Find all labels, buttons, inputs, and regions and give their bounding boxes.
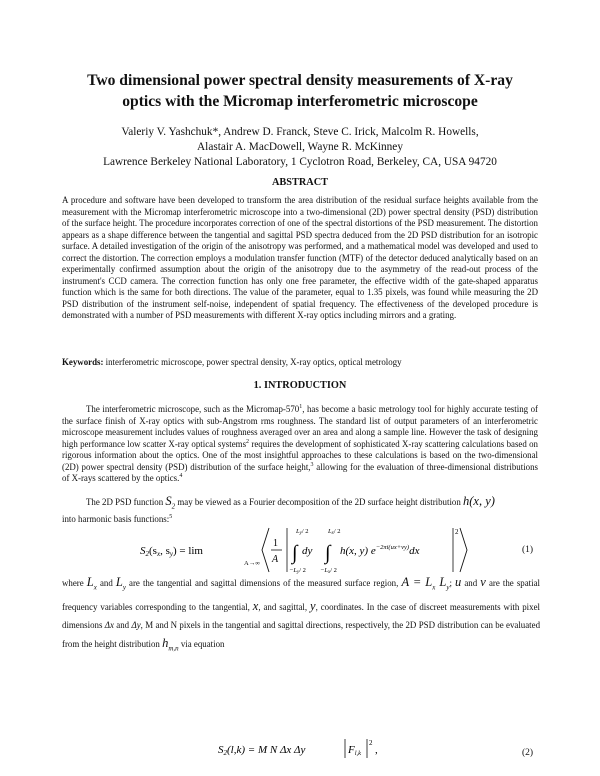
intro-paragraph-2 xyxy=(62,495,538,525)
symbol-s2 xyxy=(165,494,176,511)
ref-3: 3 xyxy=(310,461,314,468)
p2-text-a: The 2D PSD function xyxy=(86,497,166,507)
symbol-lx xyxy=(86,575,97,592)
paper-title xyxy=(60,70,540,112)
ref-2: 2 xyxy=(246,438,250,445)
eq1-upper2-end: / 2 xyxy=(333,528,341,535)
title-line-2: optics with the Micromap interferometric microscope xyxy=(122,93,478,110)
eq1-square: 2 xyxy=(455,528,459,536)
p3-text-i: and xyxy=(113,619,132,630)
p3-text-e: and xyxy=(461,578,481,588)
ref-1: 1 xyxy=(299,404,303,411)
symbol-dx: Δx xyxy=(104,619,114,630)
eq1-lower1: −L xyxy=(289,567,298,574)
symbol-v: ν xyxy=(480,575,486,589)
eq1-integral-2: ∫ xyxy=(325,542,331,564)
intro-paragraph-1 xyxy=(62,404,538,485)
eq1-upper1-end: / 2 xyxy=(301,528,309,535)
affiliation: Lawrence Berkeley National Laboratory, 1 Cyclotron Road, Berkeley, CA, USA 94720 xyxy=(103,156,497,168)
eq1-lower1-end: / 2 xyxy=(299,567,306,574)
eq1-args-x: x xyxy=(156,550,161,558)
eq1-args-mid: , s xyxy=(160,545,170,557)
keywords-text: interferometric microscope, power spectral density, X-ray optics, optical metrology xyxy=(103,357,402,367)
p1-text-d: allowing for the evaluation of three-dimensional distributions of X-rays scattered by the optics. xyxy=(62,461,538,484)
eq1-args-end: ) = lim xyxy=(172,545,203,557)
area-sub-y: y xyxy=(446,583,450,592)
authors-line-1: Valeriy V. Yashchuk*, Andrew D. Franck, Steve C. Irick, Malcolm R. Howells, xyxy=(121,126,479,138)
eq1-upper2: L xyxy=(328,528,332,535)
symbol-hxy: h(x, y) xyxy=(463,494,495,508)
p2-line-2 xyxy=(62,513,538,525)
p2-line-1 xyxy=(62,495,538,513)
p3-text-g: , and sagittal, xyxy=(258,601,310,612)
eq1-lower2-sub: x xyxy=(328,570,331,575)
eq1-lhs: S xyxy=(140,545,146,557)
eq1-upper1-sub: y xyxy=(299,531,302,536)
eq2-comma: , xyxy=(375,744,378,756)
hmn-letter: h xyxy=(162,636,169,651)
eq1-one: 1 xyxy=(273,538,278,549)
p3-text-j: , M and N pixels in the tangential and sagittal directions, respectively, the 2D PSD distribution can be evaluated from the height distribution xyxy=(62,619,541,650)
symbol-x: x xyxy=(252,598,259,613)
eq2-lhs: S xyxy=(218,744,224,756)
keywords xyxy=(62,357,538,367)
p3-text-f: are the spatial frequency variables corresponding to the tangential, xyxy=(62,578,540,612)
svg-text:Ly/ 2 xyxy=(295,528,309,536)
eq2-F-sub: l,k xyxy=(354,750,362,757)
equation-2 xyxy=(218,736,388,762)
abstract-heading: ABSTRACT xyxy=(271,177,329,188)
ly-sub: y xyxy=(122,583,126,592)
p1-text-b: , has become a basic metrology tool for highly accurate testing of the surface finish of X-ray optics with sub-Angstrom rms roughness. The standard list of output parameters of an interferometric microscope measurement includes values of roughness averaged over an area and along a sample line. However the task of designing high performance low scatter X-ray optical systems xyxy=(62,404,539,449)
symbol-area xyxy=(401,575,450,592)
eq1-integral-1: ∫ xyxy=(292,542,298,564)
eq2-lhs-sub: 2 xyxy=(223,749,227,757)
intro-paragraph-3 xyxy=(62,573,540,658)
eq1-upper2-sub: x xyxy=(331,531,334,536)
svg-text:S2(l,k) = M N Δx Δy xyxy=(218,744,305,757)
p3-text-d: ; xyxy=(449,578,456,588)
section-heading: 1. INTRODUCTION xyxy=(253,380,347,391)
symbol-ly xyxy=(115,575,126,592)
symbol-u: u xyxy=(455,575,462,589)
eq1-lhs-sub: 2 xyxy=(145,550,149,558)
eq2-F: F xyxy=(348,744,355,756)
eq1-lim-sub: A→∞ xyxy=(244,560,260,567)
svg-text:Fl,k xyxy=(347,744,361,757)
p2-text-b: may be viewed as a Fourier decomposition of the 2D surface height distribution xyxy=(175,497,464,507)
eq1-dx: dx xyxy=(409,545,420,557)
author-block xyxy=(60,125,540,170)
lx-sub: x xyxy=(93,583,97,592)
keywords-label: Keywords: xyxy=(62,357,104,367)
svg-text:S2(sx, sy) = lim xyxy=(140,545,203,558)
svg-text:h(x, y) e−2πi(ux+νy)dx xyxy=(340,544,420,557)
area-sub-x: x xyxy=(432,583,436,592)
abstract-text: A procedure and software have been developed to transform the area distribution of the residual surface heights available from the measurement with the Micromap interferometric microscope into a two-dimensional (2D) power spectral density (PSD) distribution of the surface height. The procedure incorporates correction of one of the spectral distortions of the PSD measurement. The distortion appears as a shape difference between the tangential and sagittal PSD spectra deduced from the 2D PSD distribution for an isotropic surface. A detailed investigation of the origin of the anisotropy was performed, and a mathematical model was developed and used to correct the distortion. The correction employs a modulation transfer function (MTF) of the detector deduced analytically based on an experimentally confirmed assumption about the origin of the anisotropy due to the asymmetry of the read-out process of the instrument's CCD camera. The correction function has only one free parameter, the effective width of the gate-shaped apparatus function which is the same for both directions. The value of the parameter, equal to 1.35 pixels, was found while measuring the 2D PSD distribution of the instrument self-noise, independent of spatial frequency. The effectiveness of the developed procedure is demonstrated with a number of PSD measurements with different X-ray optics including mirrors and a grating. xyxy=(62,195,538,321)
p3-text-h: , coordinates. In the case of discreet measurements with pixel dimensions xyxy=(62,601,540,630)
eq1-integrand: h(x, y) e xyxy=(340,545,376,557)
eq1-lower1-sub: y xyxy=(297,570,300,575)
ref-4: 4 xyxy=(179,473,183,480)
ly-letter: L xyxy=(115,575,123,589)
eq2-args: (l,k) = M N Δx Δy xyxy=(227,744,306,756)
area-ly: L xyxy=(439,575,447,589)
p3-text-a: where xyxy=(62,578,87,588)
eq2-square: 2 xyxy=(369,739,373,747)
eq1-args: (s xyxy=(149,545,157,557)
equation-1-number: (1) xyxy=(522,545,534,555)
equation-2-number: (2) xyxy=(522,748,534,758)
eq1-dy: dy xyxy=(302,545,313,557)
eq1-args-y: y xyxy=(169,550,173,558)
p1-text-a: The interferometric microscope, such as the Micromap-570 xyxy=(86,404,300,414)
svg-text:Lx/ 2 xyxy=(327,528,341,536)
authors-line-2: Alastair A. MacDowell, Wayne R. McKinney xyxy=(197,141,403,153)
p3-text-c: are the tangential and sagittal dimensions of the measured surface region, xyxy=(125,578,402,588)
hmn-sub: m,n xyxy=(168,644,179,653)
symbol-dy: Δy xyxy=(131,619,141,630)
eq1-A: A xyxy=(272,554,279,565)
eq1-exponent: −2πi(ux+νy) xyxy=(375,544,410,551)
p3-text-b: and xyxy=(96,578,116,588)
equation-1 xyxy=(140,524,470,576)
symbol-hmn xyxy=(162,636,179,653)
eq1-lower2-end: / 2 xyxy=(330,567,337,574)
lx-letter: L xyxy=(86,575,94,589)
eq1-upper1: L xyxy=(296,528,300,535)
s2-subscript: 2 xyxy=(171,502,176,511)
p3-text-k: via equation xyxy=(178,639,225,650)
eq1-left-angle xyxy=(262,528,269,572)
p2-text-c: into harmonic basis functions: xyxy=(62,513,170,524)
symbol-y: y xyxy=(310,598,316,613)
s2-letter: S xyxy=(165,494,172,508)
area-def: A = L xyxy=(401,575,433,589)
eq1-right-angle xyxy=(460,528,467,572)
p1-text-c: requires the development of sophisticated X-ray scattering calculations based on rigorous information about the optics. One of the most insightful approaches to these calculations is based on the two-dimensional (2D) power spectral density (PSD) distribution of the surface height, xyxy=(62,438,538,472)
ref-5: 5 xyxy=(169,513,173,520)
title-line-1: Two dimensional power spectral density measurements of X-ray xyxy=(87,72,513,89)
eq1-lower2: −L xyxy=(320,567,329,574)
